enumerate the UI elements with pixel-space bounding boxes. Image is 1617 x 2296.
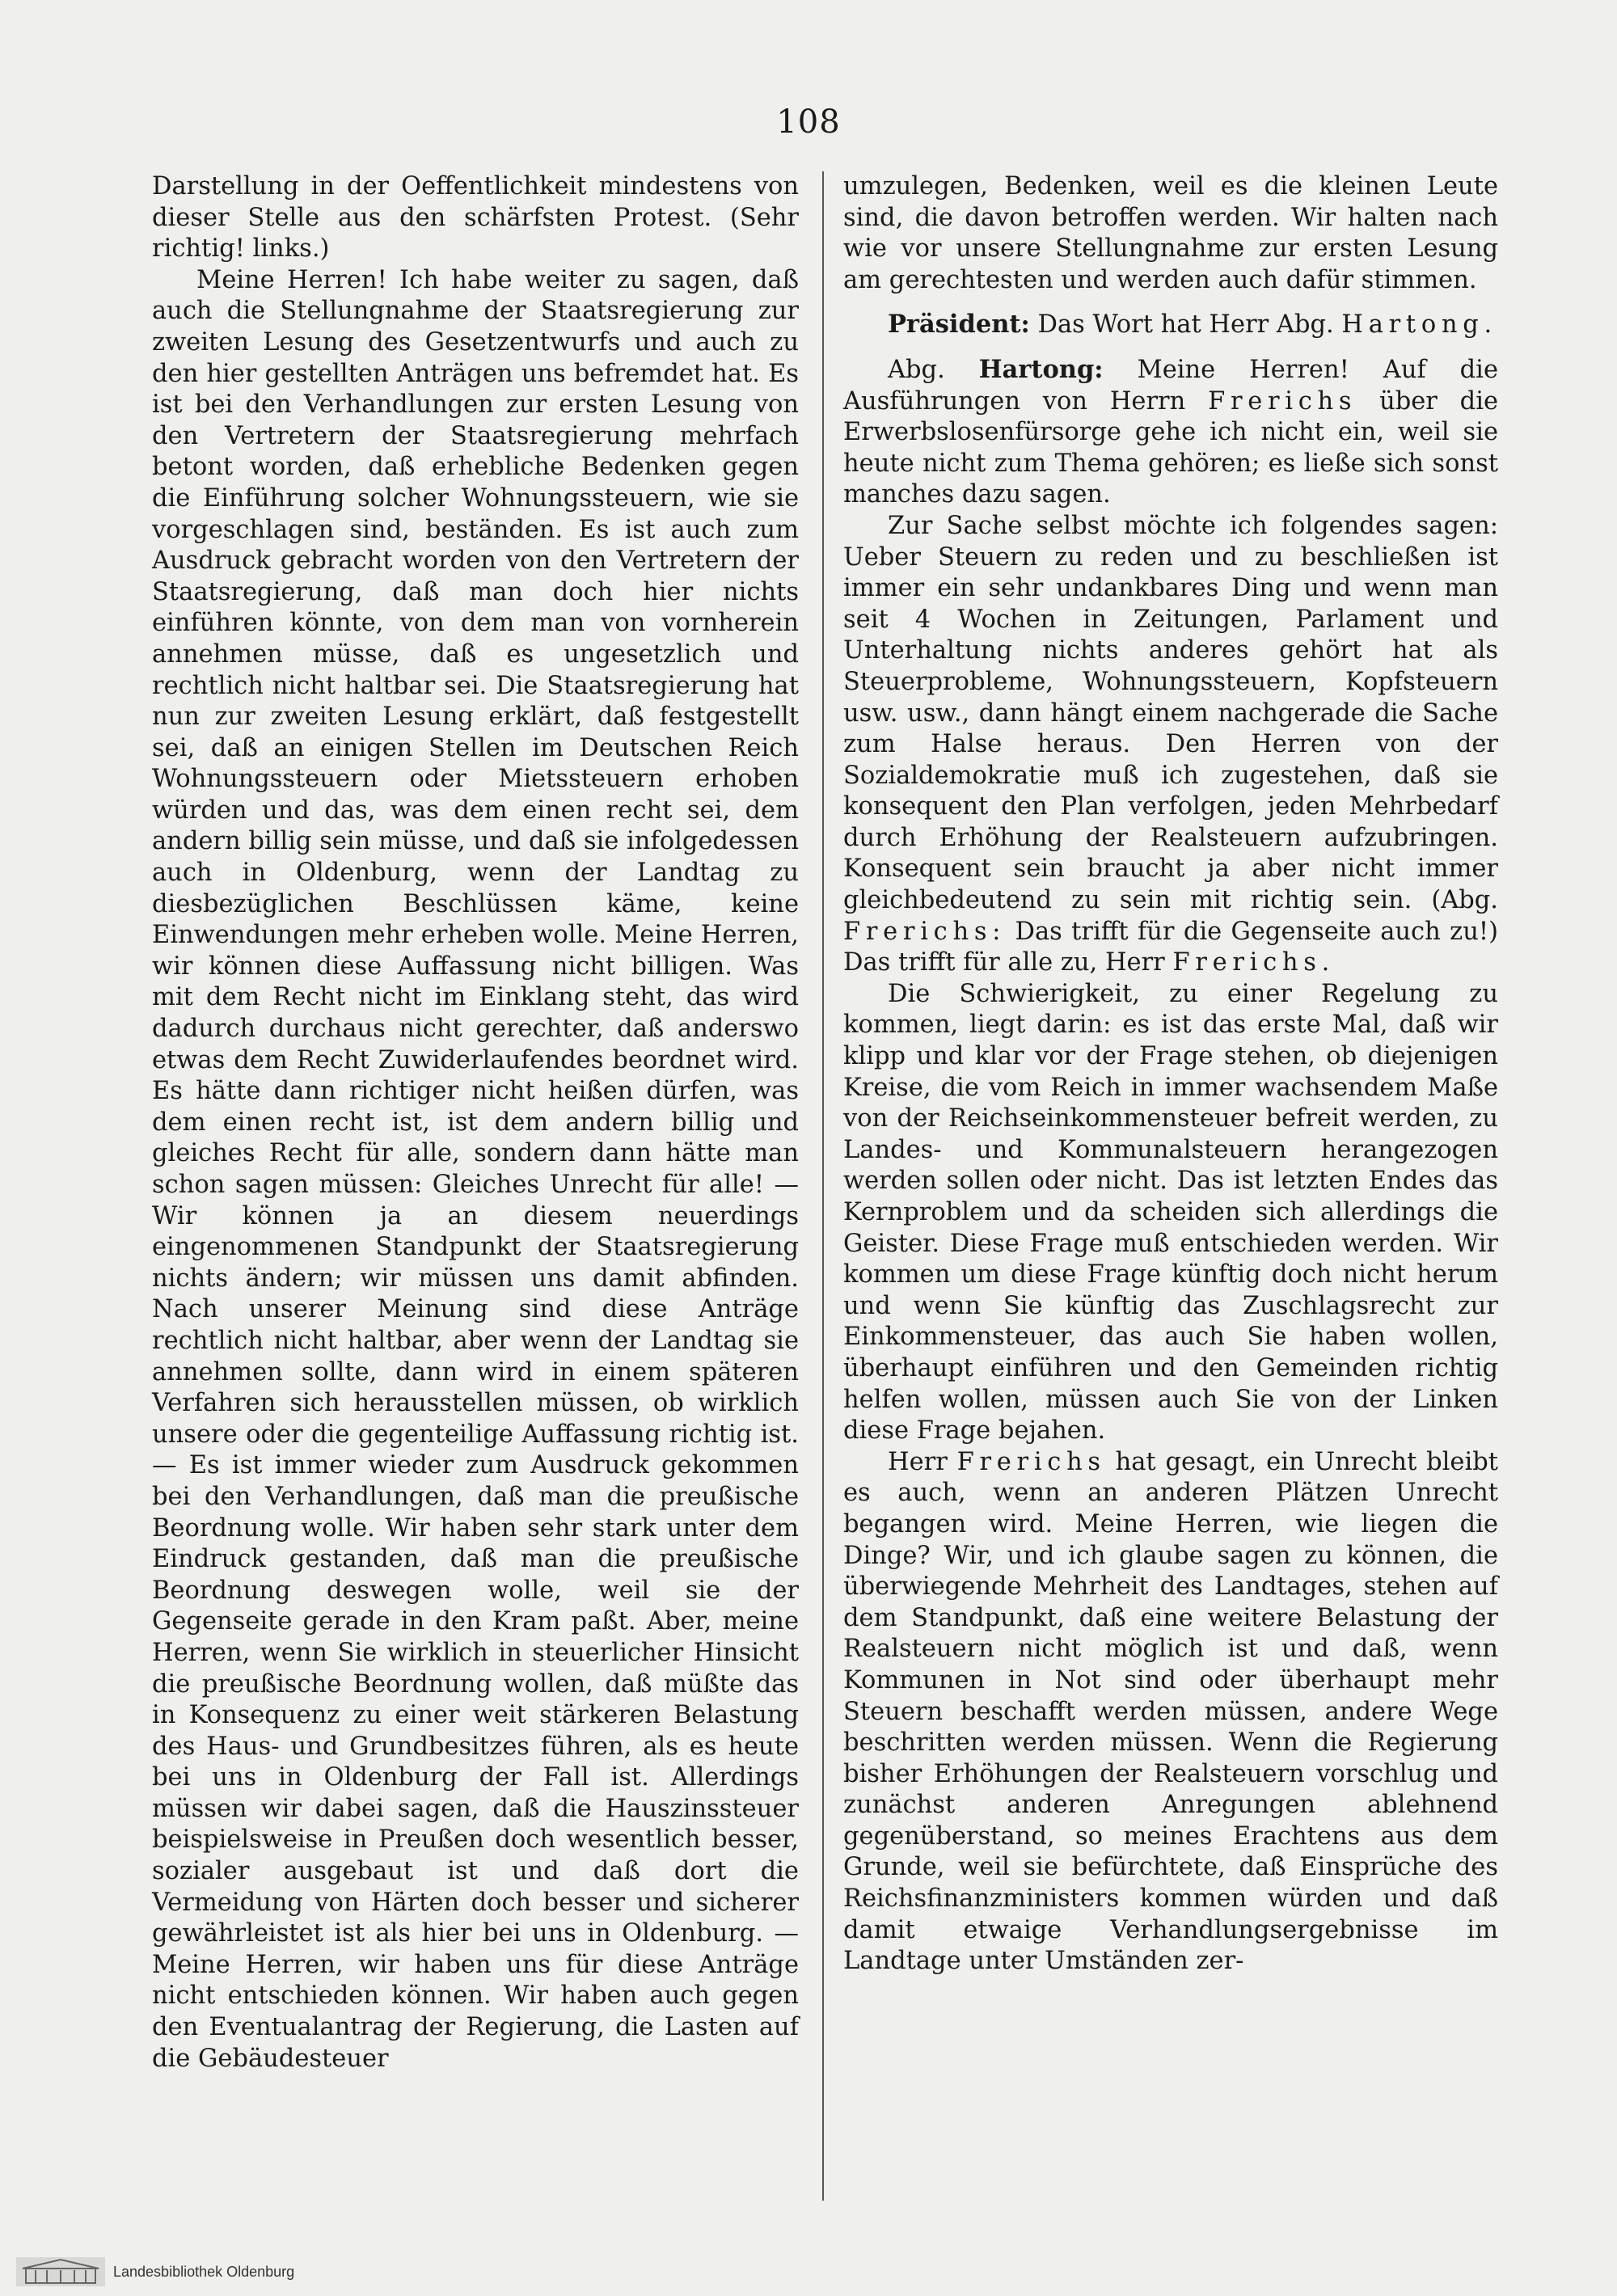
frerichs-name: Frerichs bbox=[1208, 386, 1357, 416]
page-number: 108 bbox=[776, 103, 841, 141]
p4-text-b: Das trifft für die Gegenseite auch zu!) Das trifft für alle zu, Herr bbox=[843, 917, 1498, 977]
speaker-name: Hartong. bbox=[1341, 310, 1497, 340]
president-paragraph bbox=[843, 309, 1498, 341]
right-paragraph-1: umzulegen, Bedenken, weil es die kleinen Leute sind, die davon betroffen werden. Wir halten nach wie vor unsere Stellungnahme zur ersten Lesung am gerechtesten und werden auch dafür stimmen. bbox=[843, 172, 1498, 294]
left-column bbox=[152, 171, 799, 2074]
column-divider bbox=[822, 171, 824, 2201]
left-paragraph-2: Meine Herren! Ich habe weiter zu sagen, daß auch die Stellungnahme der Staatsregierung zur zweiten Lesung des Gesetzentwurfs und auch zu den hier gestellten Anträgen uns befremdet hat. Es ist bei den Verhandlungen zur ersten Lesung von den Vertretern der Staatsregierung mehrfach betont worden, daß erhebliche Bedenken gegen die Einführung solcher Wohnungssteuern, wie sie vorgeschlagen sind, beständen. Es ist auch zum Ausdruck gebracht worden von den Vertretern der Staatsregierung, daß man doch hier nichts einführen könnte, von dem man von vornherein annehmen müsse, daß es ungesetzlich und rechtlich nicht haltbar sei. Die Staatsregierung hat nun zur zweiten Lesung erklärt, daß festgestellt sei, daß an einigen Stellen im Deutschen Reich Wohnungssteuern oder Mietssteuern erhoben würden und das, was dem einen recht sei, dem andern billig sein müsse, und daß sie infolgedessen auch in Oldenburg, wenn der Landtag zu diesbezüglichen Beschlüssen käme, keine Einwendungen mehr erheben wolle. Meine Herren, wir können diese Auffassung nicht billigen. Was mit dem Recht nicht im Einklang steht, das wird dadurch durchaus nicht gerechter, daß anderswo etwas dem Recht Zuwiderlaufendes beordnet wird. Es hätte dann richtiger nicht heißen dürfen, was dem einen recht ist, ist dem andern billig und gleiches Recht für alle, sondern dann hätte man schon sagen müssen: Gleiches Unrecht für alle! — Wir können ja an diesem neuerdings eingenommenen Standpunkt der Staatsregierung nichts ändern; wir müssen uns damit abfinden. Nach unserer Meinung sind diese Anträge rechtlich nicht haltbar, aber wenn der Landtag sie annehmen sollte, dann wird in einem späteren Verfahren sich herausstellen müssen, ob wirklich unsere oder die gegenteilige Auffassung richtig ist. — Es ist immer wieder zum Ausdruck gekommen bei den Verhandlungen, daß man die preußische Beordnung wolle. Wir haben sehr stark unter dem Eindruck gestanden, daß man die preußische Beordnung deswegen wolle, weil sie der Gegenseite gerade in den Kram paßt. Aber, meine Herren, wenn Sie wirklich in steuerlicher Hinsicht die preußische Beordnung wollen, daß müßte das in Konsequenz zu einer weit stärkeren Belastung des Haus- und Grundbesitzes führen, als es heute bei uns in Oldenburg der Fall ist. Allerdings müssen wir dabei sagen, daß die Hauszinssteuer beispielsweise in Preußen doch wesentlich besser, sozialer ausgebaut ist und daß dort die Vermeidung von Härten doch besser und sicherer gewährleistet ist als hier bei uns in Oldenburg. — Meine Herren, wir haben uns für diese Anträge nicht entschieden können. Wir haben auch gegen den Eventualantrag der Regierung, die Lasten auf die Gebäudesteuer bbox=[152, 265, 799, 2073]
hartong-text-b: über die Erwerbslosenfürsorge gehe ich nicht ein, weil sie heute nicht zum Thema gehören; es ließe sich sonst manches dazu sagen. bbox=[843, 386, 1499, 509]
frerichs-name-2: Frerichs: bbox=[843, 917, 1007, 946]
library-building-icon bbox=[16, 2257, 105, 2286]
right-column bbox=[843, 171, 1498, 1977]
right-paragraph-4 bbox=[843, 511, 1498, 979]
hartong-text-a: Meine Herren! Auf die Ausführungen von Herrn bbox=[843, 355, 1498, 416]
frerichs-name-3: Frerichs. bbox=[1172, 948, 1336, 977]
hartong-label: Hartong: bbox=[978, 354, 1104, 384]
p6-text-a: Herr bbox=[888, 1447, 948, 1476]
hartong-prefix: Abg. bbox=[888, 355, 945, 384]
footer bbox=[16, 2256, 294, 2288]
p6-text-b: hat gesagt, ein Unrecht bleibt es auch, wenn an anderen Plätzen Unrecht begangen wird. Meine Herren, wie liegen die Dinge? Wir, und ich glaube sagen zu können, die überwiegende Mehrheit des Landtages, stehen auf dem Standpunkt, daß eine weitere Belastung der Realsteuern nicht möglich ist und daß, wenn Kommunen in Not sind oder überhaupt mehr Steuern beschafft werden müssen, andere Wege beschritten werden müssen. Wenn die Regierung bisher Erhöhungen der Realsteuern vorschlug und zunächst anderen Anregungen ablehnend gegenüberstand, so meines Erachtens aus dem Grunde, weil sie befürchtete, daß Einsprüche des Reichsfinanzministers kommen würden und daß damit etwaige Verhandlungsergebnisse im Landtage unter Umständen zer- bbox=[843, 1447, 1498, 1976]
president-text: Das Wort hat Herr Abg. bbox=[1037, 310, 1334, 340]
library-name: Landesbibliothek Oldenburg bbox=[113, 2263, 295, 2280]
left-paragraph-1: Darstellung in der Oeffentlichkeit mindestens von dieser Stelle aus den schärfsten Protest. (Sehr richtig! links.) bbox=[152, 172, 799, 264]
president-label: Präsident: bbox=[888, 310, 1030, 340]
p4-text-a: Zur Sache selbst möchte ich folgendes sagen: Ueber Steuern zu reden und zu beschließen ist immer ein sehr undankbares Ding und wenn man seit 4 Wochen in Zeitungen, Parlament und Unterhaltung nichts anderes gehört hat als Steuerprobleme, Wohnungssteuern, Kopfsteuern usw. usw., dann hängt einem nachgerade die Sache zum Halse heraus. Den Herren von der Sozialdemokratie muß ich zugestehen, daß sie konsequent den Plan verfolgen, jeden Mehrbedarf durch Erhöhung der Realsteuern aufzubringen. Konsequent sein braucht ja aber nicht immer gleichbedeutend zu sein mit richtig sein. (Abg. bbox=[843, 511, 1498, 915]
right-paragraph-5: Die Schwierigkeit, zu einer Regelung zu kommen, liegt darin: es ist das erste Mal, daß wir klipp und klar vor der Frage stehen, ob diejenigen Kreise, die vom Reich in immer wachsendem Maße von der Reichseinkommensteuer befreit werden, zu Landes- und Kommunalsteuern herangezogen werden sollen oder nicht. Das ist letzten Endes das Kernproblem und da scheiden sich allerdings die Geister. Diese Frage muß entschieden werden. Wir kommen um diese Frage künftig doch nicht herum und wenn Sie künftig das Zuschlagsrecht zur Einkommensteuer, das auch Sie haben wollen, überhaupt einführen und den Gemeinden richtig helfen wollen, müssen auch Sie von der Linken diese Frage bejahen. bbox=[843, 979, 1498, 1446]
frerichs-name-4: Frerichs bbox=[956, 1447, 1106, 1476]
right-paragraph-6 bbox=[843, 1447, 1498, 1977]
hartong-paragraph bbox=[843, 354, 1498, 511]
